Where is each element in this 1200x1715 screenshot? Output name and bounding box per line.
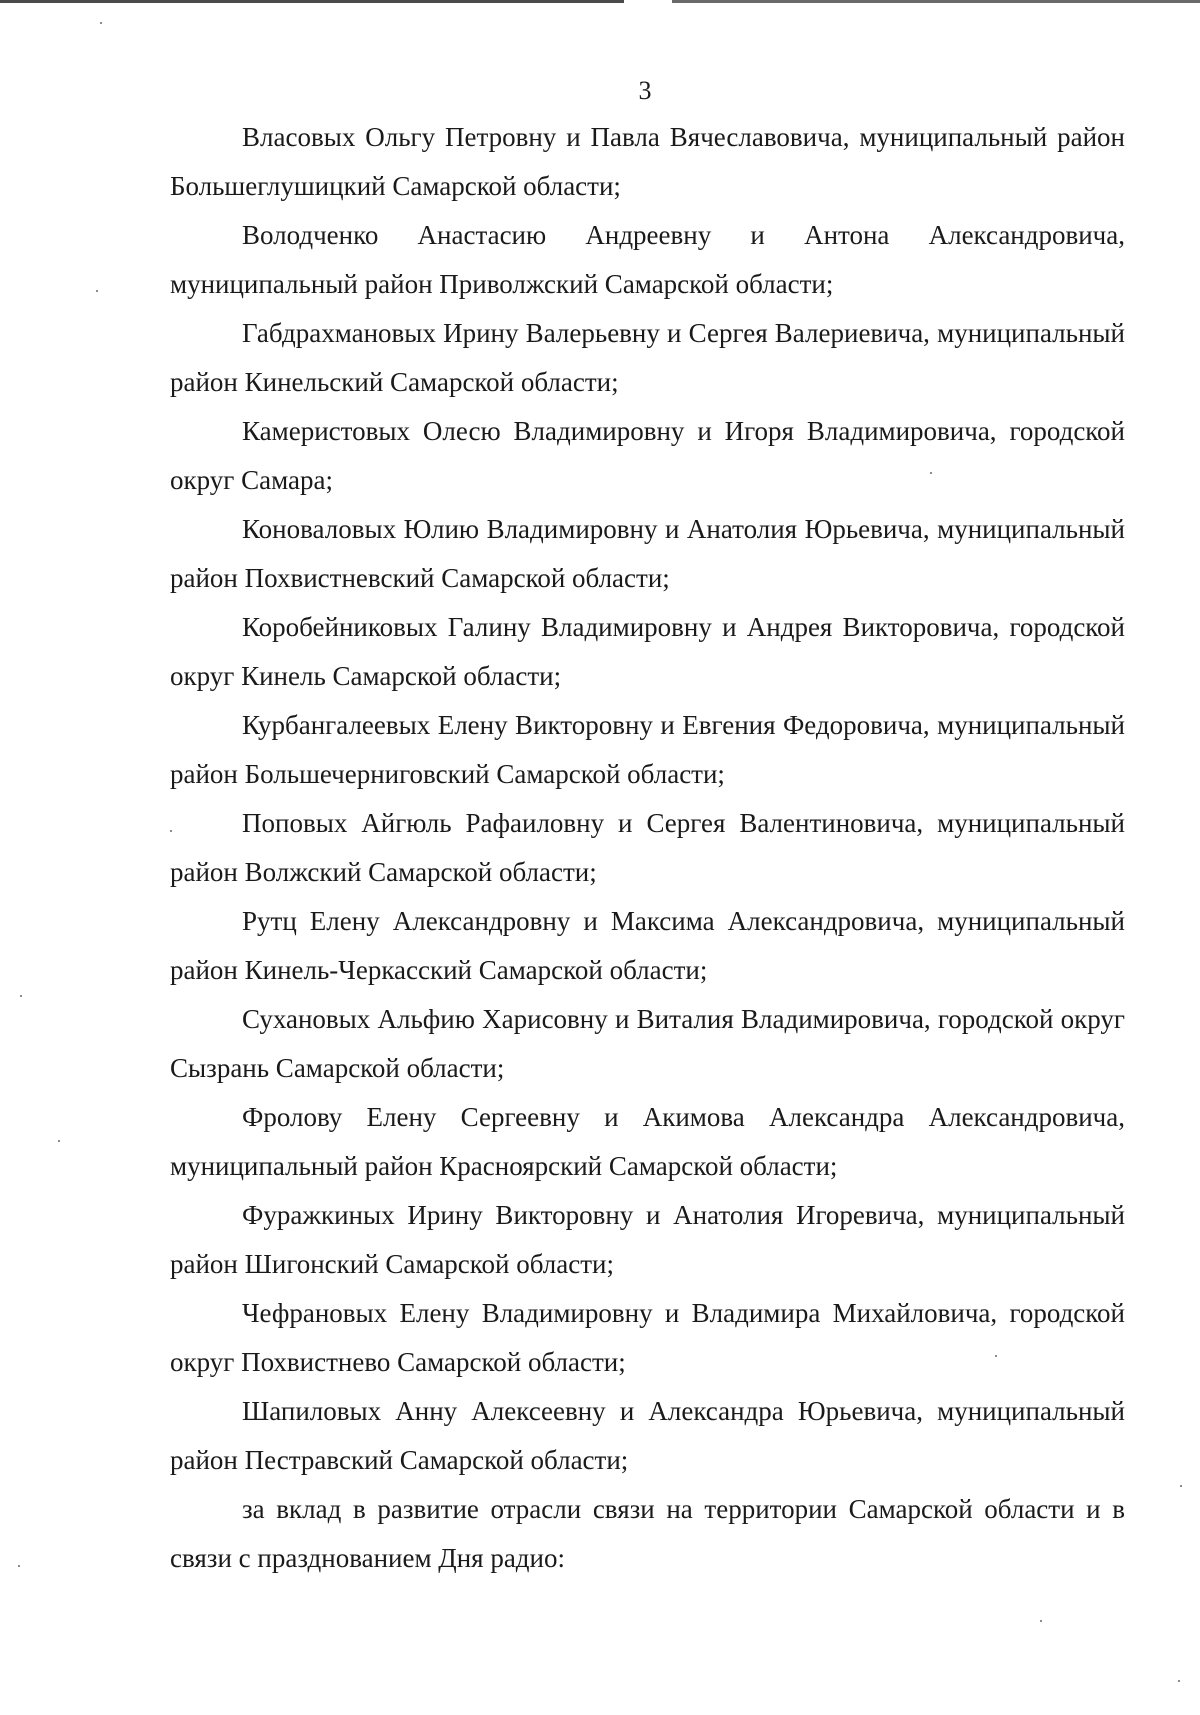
scan-speck <box>1040 1620 1042 1622</box>
paragraph-award-rutts: Рутц Елену Александровну и Максима Александровича, муниципальный район Кинель-Черкасский Самарской области; <box>170 906 1125 985</box>
scan-speck <box>930 472 932 474</box>
scan-speck <box>100 22 102 24</box>
page-number: 3 <box>638 76 652 105</box>
scan-speck <box>170 830 172 832</box>
scan-speck <box>58 1140 60 1142</box>
scan-speck <box>20 995 22 997</box>
paragraph-award-vlasovy: Власовых Ольгу Петровну и Павла Вячеславовича, муниципальный район Большеглушицкий Самарской области; <box>170 122 1125 201</box>
document-body <box>170 113 1125 1583</box>
paragraph-award-sukhanovy: Сухановых Альфию Харисовну и Виталия Владимировича, городской округ Сызрань Самарской области; <box>170 1004 1125 1083</box>
paragraph-award-frolova-akimov: Фролову Елену Сергеевну и Акимова Александра Александровича, муниципальный район Красноярский Самарской области; <box>170 1102 1125 1181</box>
paragraph-award-kameristovy: Камеристовых Олесю Владимировну и Игоря Владимировича, городской округ Самара; <box>170 416 1125 495</box>
paragraph-award-volodchenko: Володченко Анастасию Андреевну и Антона Александровича, муниципальный район Приволжский Самарской области; <box>170 220 1125 299</box>
scan-speck <box>1178 1680 1180 1682</box>
paragraph-award-kurbangaleevy: Курбангалеевых Елену Викторовну и Евгения Федоровича, муниципальный район Большечерниговский Самарской области; <box>170 710 1125 789</box>
scan-top-edge <box>0 0 1200 3</box>
scan-speck <box>96 290 98 292</box>
paragraph-award-popovy: Поповых Айгюль Рафаиловну и Сергея Валентиновича, муниципальный район Волжский Самарской области; <box>170 808 1125 887</box>
paragraph-award-reason: за вклад в развитие отрасли связи на территории Самарской области и в связи с празднованием Дня радио: <box>170 1494 1125 1573</box>
paragraph-award-konovalovy: Коноваловых Юлию Владимировну и Анатолия Юрьевича, муниципальный район Похвистневский Самарской области; <box>170 514 1125 593</box>
paragraph-award-shapilovy: Шапиловых Анну Алексеевну и Александра Юрьевича, муниципальный район Пестравский Самарской области; <box>170 1396 1125 1475</box>
paragraph-award-gabdrakhmanovy: Габдрахмановых Ирину Валерьевну и Сергея Валериевича, муниципальный район Кинельский Самарской области; <box>170 318 1125 397</box>
paragraph-award-korobeinikovy: Коробейниковых Галину Владимировну и Андрея Викторовича, городской округ Кинель Самарской области; <box>170 612 1125 691</box>
scan-speck <box>1180 1485 1182 1487</box>
paragraph-award-furazhkiny: Фуражкиных Ирину Викторовну и Анатолия Игоревича, муниципальный район Шигонский Самарской области; <box>170 1200 1125 1279</box>
scan-speck <box>995 1355 997 1357</box>
paragraph-award-chefranovy: Чефрановых Елену Владимировну и Владимира Михайловича, городской округ Похвистнево Самарской области; <box>170 1298 1125 1377</box>
scan-speck <box>18 1565 20 1567</box>
